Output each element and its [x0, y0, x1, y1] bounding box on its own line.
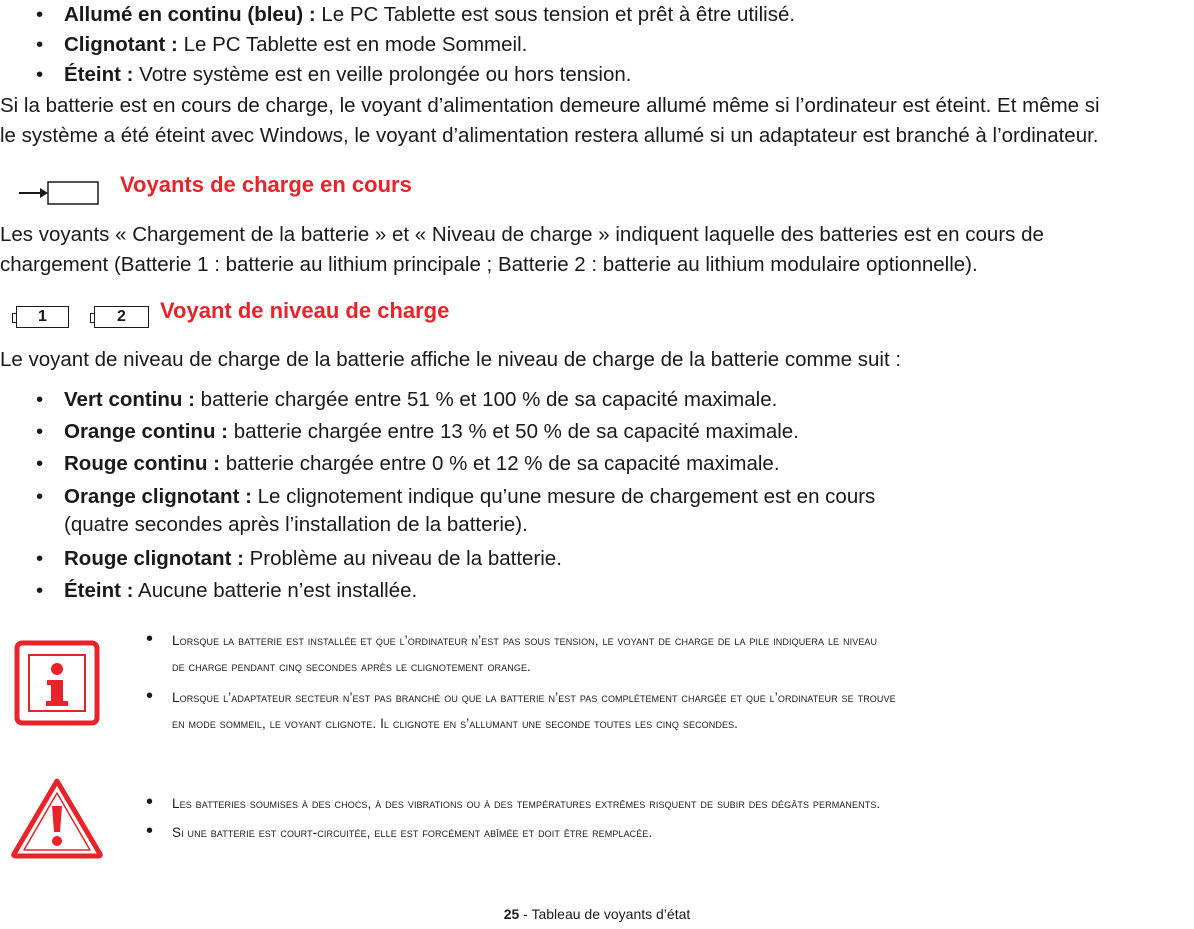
bullet: •: [146, 820, 154, 842]
level-text: Le clignotement indique qu’une mesure de chargement est en cours: [251, 485, 876, 508]
paragraph-line: chargement (Batterie 1 : batterie au lithium principale ; Batterie 2 : batterie au lithium modulaire optionnelle).: [0, 253, 978, 276]
page-footer: [0, 906, 1194, 922]
page-number: 25: [503, 906, 520, 922]
bullet: •: [36, 388, 44, 411]
battery-charging-icon: [18, 180, 100, 206]
bullet: •: [36, 452, 44, 475]
section-title-level: Voyant de niveau de charge: [160, 298, 450, 323]
paragraph-line: Le voyant de niveau de charge de la batterie affiche le niveau de charge de la batterie comme suit :: [0, 348, 902, 371]
note-line: de charge pendant cinq secondes après le clignotement orange.: [172, 659, 531, 674]
status-text: Le PC Tablette est en mode Sommeil.: [177, 33, 528, 56]
paragraph-line: Les voyants « Chargement de la batterie » et « Niveau de charge » indiquent laquelle des batteries est en cours de: [0, 223, 1044, 246]
bullet: •: [146, 628, 154, 650]
level-text: batterie chargée entre 51 % et 100 % de sa capacité maximale.: [194, 388, 778, 411]
bullet: •: [36, 33, 44, 56]
level-text: Problème au niveau de la batterie.: [243, 547, 562, 570]
warning-icon: [10, 776, 104, 860]
note-line: Lorsque l’adaptateur secteur n’est pas branché ou que la batterie n’est pas complètement chargée et que l’ordinateur se trouve: [172, 690, 896, 705]
bullet: •: [36, 3, 44, 26]
level-text: Aucune batterie n’est installée.: [133, 579, 418, 602]
info-icon: [14, 640, 100, 726]
bullet: •: [146, 685, 154, 707]
battery-2-icon: [90, 306, 148, 328]
bullet: •: [146, 791, 154, 813]
status-text: Votre système est en veille prolongée ou hors tension.: [133, 63, 632, 86]
note-line: Si une batterie est court-circuitée, elle est forcément abîmée et doit être remplacée.: [172, 825, 653, 840]
level-label: Éteint :: [64, 579, 134, 602]
battery-2-label: 2: [94, 306, 149, 328]
battery-1-label: 1: [16, 306, 69, 328]
level-label: Orange continu :: [64, 420, 228, 443]
bullet: •: [36, 579, 44, 602]
level-label: Rouge clignotant :: [64, 547, 244, 570]
level-label: Vert continu :: [64, 388, 195, 411]
status-label: Éteint :: [64, 63, 134, 86]
note-line: Les batteries soumises à des chocs, à des vibrations ou à des températures extrêmes risquent de subir des dégâts permanents.: [172, 796, 881, 811]
battery-1-icon: [12, 306, 68, 328]
level-text: batterie chargée entre 0 % et 12 % de sa capacité maximale.: [220, 452, 780, 475]
bullet: •: [36, 547, 44, 570]
note-line: en mode sommeil, le voyant clignote. Il clignote en s’allumant une seconde toutes les cinq secondes.: [172, 716, 739, 731]
status-text: Le PC Tablette est sous tension et prêt à être utilisé.: [315, 3, 796, 26]
level-label: Orange clignotant :: [64, 485, 252, 508]
footer-title: - Tableau de voyants d’état: [519, 906, 691, 922]
paragraph-line: Si la batterie est en cours de charge, le voyant d’alimentation demeure allumé même si l’ordinateur est éteint. Et même si: [0, 94, 1100, 117]
note-line: Lorsque la batterie est installée et que l’ordinateur n’est pas sous tension, le voyant de charge de la pile indiquera le niveau: [172, 633, 878, 648]
paragraph-line: le système a été éteint avec Windows, le voyant d’alimentation restera allumé si un adaptateur est branché à l’ordinateur.: [0, 124, 1099, 147]
level-text-continued: (quatre secondes après l’installation de la batterie).: [64, 513, 528, 536]
bullet: •: [36, 485, 44, 508]
status-label: Clignotant :: [64, 33, 178, 56]
section-title-charging: Voyants de charge en cours: [120, 172, 412, 197]
bullet: •: [36, 420, 44, 443]
bullet: •: [36, 63, 44, 86]
status-label: Allumé en continu (bleu) :: [64, 3, 316, 26]
level-text: batterie chargée entre 13 % et 50 % de sa capacité maximale.: [228, 420, 799, 443]
level-label: Rouge continu :: [64, 452, 221, 475]
